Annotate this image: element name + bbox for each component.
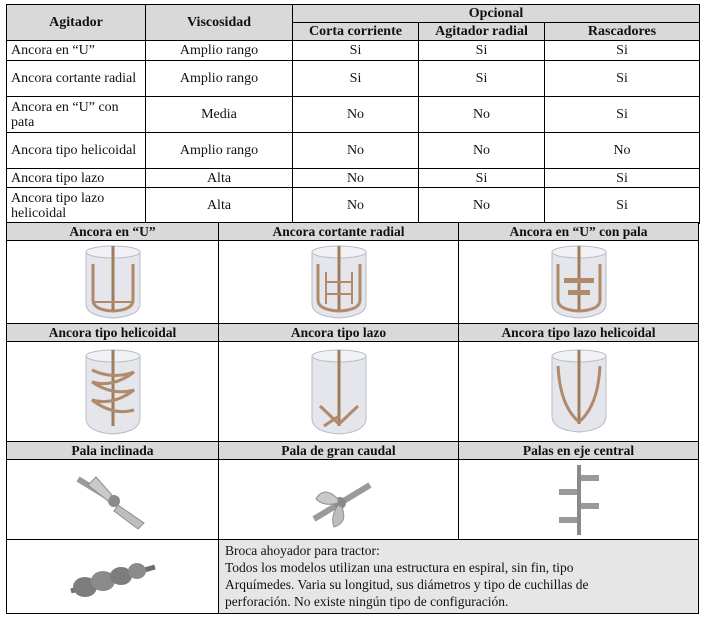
row-rascadores: Si (545, 169, 700, 188)
table-row (7, 41, 700, 61)
agitator-gallery (6, 222, 699, 614)
header-agitador: Agitador (7, 5, 146, 41)
gallery-title: Ancora en “U” con pala (458, 222, 699, 241)
u-anchor-icon (78, 242, 148, 322)
gallery-title: Pala de gran caudal (218, 441, 459, 460)
auger-line: Todos los modelos utilizan una estructura en espiral, sin fin, tipo (225, 560, 574, 575)
row-name: Ancora en “U” con pata (7, 97, 146, 133)
row-rascadores: Si (545, 97, 700, 133)
auger-drill-icon (63, 547, 163, 607)
agitator-table (6, 4, 700, 224)
row-corta: No (293, 188, 419, 224)
header-agitador-radial: Agitador radial (419, 23, 545, 41)
row-corta: No (293, 133, 419, 169)
helical-loop-anchor-icon (544, 346, 614, 438)
row-corta: Si (293, 41, 419, 61)
table-row (7, 133, 700, 169)
gallery-title: Ancora tipo helicoidal (6, 323, 219, 342)
row-rascadores: Si (545, 41, 700, 61)
header-corta-corriente: Corta corriente (293, 23, 419, 41)
row-rascadores: Si (545, 188, 700, 224)
row-radial: Si (419, 169, 545, 188)
row-viscosity: Amplio rango (146, 41, 293, 61)
gallery-title: Palas en eje central (458, 441, 699, 460)
row-corta: No (293, 97, 419, 133)
loop-anchor-icon (304, 346, 374, 438)
table-row (7, 97, 700, 133)
row-radial: No (419, 133, 545, 169)
row-name: Ancora tipo lazo (7, 169, 146, 188)
row-name: Ancora en “U” (7, 41, 146, 61)
high-flow-blade-icon (294, 465, 384, 535)
gallery-title: Ancora en “U” (6, 222, 219, 241)
row-rascadores: Si (545, 61, 700, 97)
u-anchor-with-blade-icon (544, 242, 614, 322)
row-corta: No (293, 169, 419, 188)
header-opcional: Opcional (293, 5, 700, 23)
row-radial: No (419, 97, 545, 133)
row-radial: No (419, 188, 545, 224)
auger-description (218, 539, 699, 614)
row-name: Ancora cortante radial (7, 61, 146, 97)
row-corta: Si (293, 61, 419, 97)
gallery-title: Pala inclinada (6, 441, 219, 460)
row-viscosity: Amplio rango (146, 61, 293, 97)
pitched-blade-icon (68, 465, 158, 535)
helical-anchor-icon (78, 346, 148, 438)
central-shaft-blades-icon (549, 463, 609, 537)
table-row (7, 188, 700, 224)
row-name: Ancora tipo lazo helicoidal (7, 188, 146, 224)
gallery-title: Ancora cortante radial (218, 222, 459, 241)
row-viscosity: Amplio rango (146, 133, 293, 169)
table-row (7, 169, 700, 188)
auger-line: perforación. No existe ningún tipo de configuración. (225, 594, 509, 609)
auger-title: Broca ahoyador para tractor: (225, 543, 380, 558)
header-viscosidad: Viscosidad (146, 5, 293, 41)
row-rascadores: No (545, 133, 700, 169)
row-name: Ancora tipo helicoidal (7, 133, 146, 169)
header-rascadores: Rascadores (545, 23, 700, 41)
row-radial: Si (419, 41, 545, 61)
auger-line: Arquímedes. Varia su longitud, sus diámetros y tipo de cuchillas de (225, 577, 589, 592)
row-radial: Si (419, 61, 545, 97)
table-row (7, 61, 700, 97)
radial-cutting-anchor-icon (304, 242, 374, 322)
row-viscosity: Media (146, 97, 293, 133)
gallery-title: Ancora tipo lazo helicoidal (458, 323, 699, 342)
row-viscosity: Alta (146, 169, 293, 188)
gallery-title: Ancora tipo lazo (218, 323, 459, 342)
row-viscosity: Alta (146, 188, 293, 224)
